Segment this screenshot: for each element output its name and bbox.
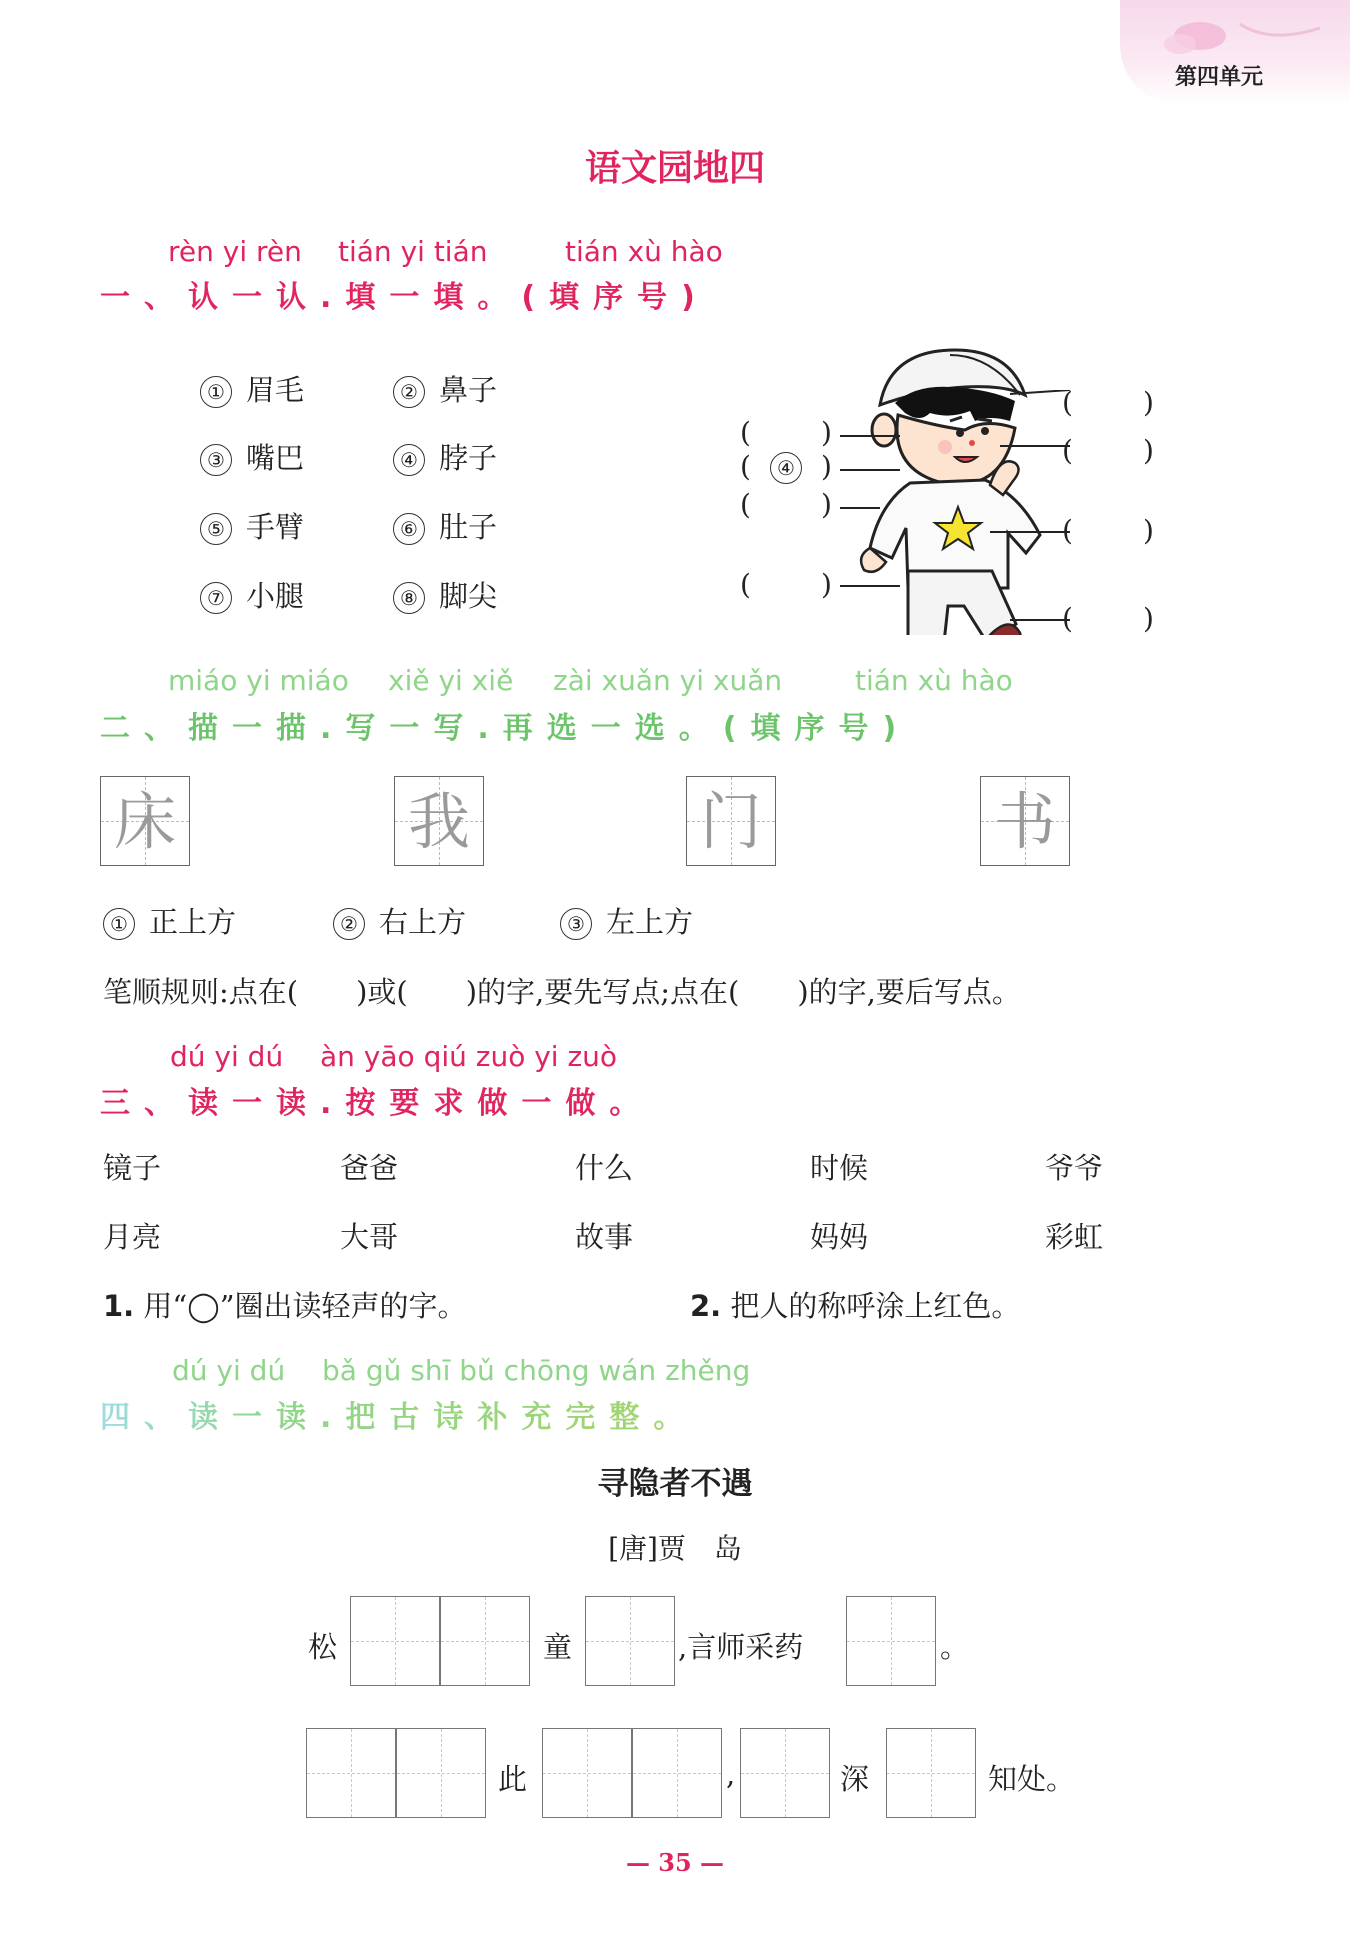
task-1: 1. 用“◯”圈出读轻声的字。 — [103, 1289, 467, 1323]
s1-item-7: ⑦ 小腿 — [200, 574, 304, 615]
s3-pinyin-1: dú yi dú — [170, 1040, 284, 1073]
s1-item-2: ② 鼻子 — [393, 368, 497, 409]
poem-blank-cell[interactable] — [846, 1596, 936, 1686]
poem-blank-cell[interactable] — [632, 1728, 722, 1818]
unit-label: 第四单元 — [1175, 65, 1264, 90]
answer-paren-left-3[interactable]: ( ) — [740, 488, 832, 521]
word-2-3[interactable]: 故事 — [575, 1220, 634, 1254]
task-2: 2. 把人的称呼涂上红色。 — [690, 1289, 1021, 1323]
word-1-1[interactable]: 镜子 — [103, 1151, 162, 1185]
poem-title: 寻隐者不遇 — [597, 1466, 753, 1502]
poem-l1-d: 。 — [940, 1630, 970, 1664]
poem-blank-cell[interactable] — [585, 1596, 675, 1686]
poem-l2-b: , — [726, 1757, 736, 1791]
answer-paren-right-1[interactable]: ( ) — [1062, 386, 1154, 419]
poem-l1-b: 童 — [543, 1630, 573, 1664]
s3-heading: 三、读一读.按要求做一做。 — [100, 1086, 654, 1121]
poem-blank-cell[interactable] — [396, 1728, 486, 1818]
s4-pinyin-1: dú yi dú — [172, 1354, 286, 1387]
poem-l1-a: 松 — [308, 1630, 338, 1664]
s1-pinyin-2: tián yi tián — [338, 235, 488, 268]
trace-box-shu[interactable]: 书 — [980, 776, 1070, 866]
s1-item-8: ⑧ 脚尖 — [393, 574, 497, 615]
poem-blank-cell[interactable] — [740, 1728, 830, 1818]
poem-l2-c: 深 — [840, 1762, 870, 1796]
poem-author: [唐]贾 岛 — [608, 1532, 742, 1565]
s2-pinyin-3: zài xuǎn yi xuǎn — [553, 664, 783, 697]
word-2-5[interactable]: 彩虹 — [1045, 1220, 1104, 1254]
s1-item-3: ③ 嘴巴 — [200, 436, 304, 477]
answer-paren-right-4[interactable]: ( ) — [1062, 602, 1154, 635]
s2-option-2: ② 右上方 — [333, 900, 466, 941]
poem-blank-cell[interactable] — [886, 1728, 976, 1818]
word-2-4[interactable]: 妈妈 — [810, 1220, 869, 1254]
poem-l1-c: ,言师采药 — [678, 1630, 804, 1664]
s1-heading: 一、认一认.填一填。(填序号) — [100, 280, 709, 315]
s1-item-6: ⑥ 肚子 — [393, 505, 497, 546]
poem-l2-d: 知处。 — [988, 1762, 1076, 1796]
s4-pinyin-2: bǎ gǔ shī bǔ chōng wán zhěng — [322, 1354, 751, 1387]
answer-paren-right-3[interactable]: ( ) — [1062, 514, 1154, 547]
poem-blank-cell[interactable] — [350, 1596, 440, 1686]
answer-paren-left-1[interactable]: ( ) — [740, 416, 832, 449]
trace-box-chuang[interactable]: 床 — [100, 776, 190, 866]
word-2-2[interactable]: 大哥 — [340, 1220, 399, 1254]
page-title: 语文园地四 — [584, 148, 765, 189]
s2-pinyin-2: xiě yi xiě — [388, 664, 514, 697]
s3-pinyin-2: àn yāo qiú zuò yi zuò — [320, 1040, 618, 1073]
word-1-4[interactable]: 时候 — [810, 1151, 869, 1185]
word-1-5[interactable]: 爷爷 — [1045, 1151, 1104, 1185]
poem-blank-cell[interactable] — [542, 1728, 632, 1818]
s2-heading: 二、描一描.写一写.再选一选。(填序号) — [100, 711, 911, 746]
s4-heading: 四、读一读.把古诗补充完整。 — [100, 1392, 697, 1436]
word-1-2[interactable]: 爸爸 — [340, 1151, 399, 1185]
s2-pinyin-1: miáo yi miáo — [168, 664, 349, 697]
s1-item-4: ④ 脖子 — [393, 436, 497, 477]
poem-blank-cell[interactable] — [306, 1728, 396, 1818]
leader-lines — [840, 390, 1070, 630]
s1-pinyin-3: tián xù hào — [565, 235, 723, 268]
answer-paren-left-4[interactable]: ( ) — [740, 568, 832, 601]
word-1-3[interactable]: 什么 — [575, 1151, 634, 1185]
page-number: — 35 — — [625, 1848, 725, 1877]
poem-blank-cell[interactable] — [440, 1596, 530, 1686]
s1-pinyin-1: rèn yi rèn — [168, 235, 302, 268]
trace-box-men[interactable]: 门 — [686, 776, 776, 866]
poem-l2-a: 此 — [498, 1762, 528, 1796]
s2-option-1: ① 正上方 — [103, 900, 236, 941]
s2-pinyin-4: tián xù hào — [855, 664, 1013, 697]
answer-paren-left-2[interactable]: ( ④ ) — [740, 450, 832, 483]
answer-paren-right-2[interactable]: ( ) — [1062, 434, 1154, 467]
s1-item-5: ⑤ 手臂 — [200, 505, 304, 546]
s2-option-3: ③ 左上方 — [560, 900, 693, 941]
trace-box-wo[interactable]: 我 — [394, 776, 484, 866]
s1-item-1: ① 眉毛 — [200, 368, 304, 409]
flower-decoration-icon — [1140, 14, 1340, 64]
stroke-rule-text: 笔顺规则:点在( )或( )的字,要先写点;点在( )的字,要后写点。 — [103, 975, 1021, 1009]
word-2-1[interactable]: 月亮 — [103, 1220, 162, 1254]
